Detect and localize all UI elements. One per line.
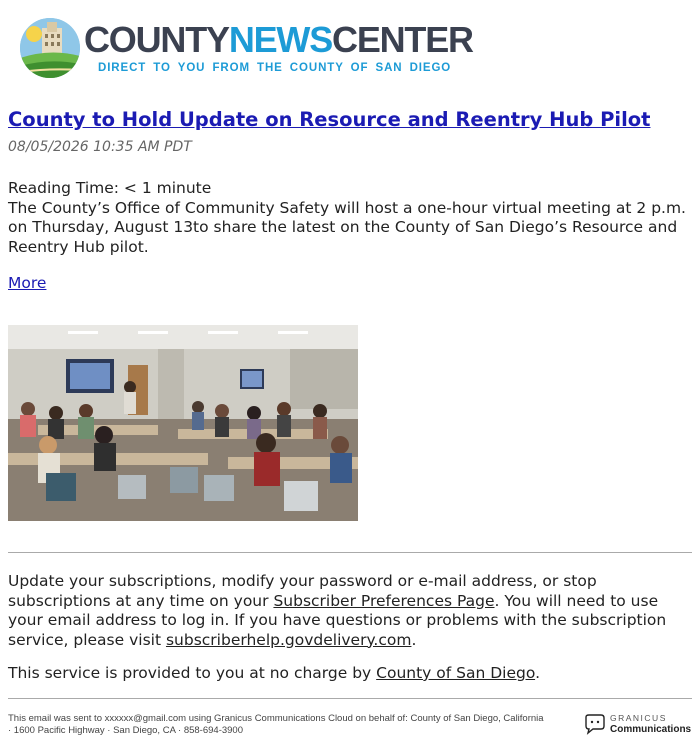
email-footer-address <box>8 713 578 737</box>
county-of-san-diego-link[interactable]: County of San Diego <box>376 664 536 682</box>
article-date: 08/05/2026 10:35 AM PDT <box>8 139 192 155</box>
chat-bubble-icon <box>583 714 607 736</box>
reading-time: Reading Time: < 1 minute <box>8 179 212 197</box>
address-line: · 1600 Pacific Highway · San Diego, CA · 858-694-3900 <box>8 725 243 736</box>
logo-wordmark: COUNTYNEWSCENTER <box>84 19 473 60</box>
service-text-2: . <box>535 664 541 682</box>
logo-tagline: DIRECT TO YOU FROM THE COUNTY OF SAN DIEGO <box>98 62 452 74</box>
subscriber-help-link[interactable]: subscriberhelp.govdelivery.com <box>165 630 412 649</box>
subscription-info <box>8 572 692 650</box>
divider-top <box>8 552 692 553</box>
granicus-wordmark: GRANICUS <box>610 713 667 723</box>
county-news-center-logo[interactable] <box>20 18 473 82</box>
more-link[interactable]: More <box>8 274 47 292</box>
granicus-logo[interactable] <box>583 713 693 737</box>
subscriber-preferences-link[interactable]: Subscriber Preferences Page <box>273 591 495 610</box>
service-text-1: This service is provided to you at no charge by <box>8 664 377 682</box>
communications-wordmark: Communications <box>610 724 692 735</box>
divider-bottom <box>8 698 692 699</box>
subscription-text-2: . You will need to use your email address to log in. If you have questions or problems with the subscription service, please visit <box>8 591 667 649</box>
article-body <box>8 179 688 257</box>
article-summary: The County’s Office of Community Safety will host a one-hour virtual meeting at 2 p.m. on Thursday, August 13to share the latest on the County of San Diego’s Resource and Reentry Hub pilot. <box>8 198 686 256</box>
subscription-text-1: Update your subscriptions, modify your password or e-mail address, or stop subscriptions at any time on your <box>8 572 597 610</box>
service-provider-info <box>8 664 692 684</box>
article-photo[interactable] <box>8 325 358 521</box>
article-title-link[interactable]: County to Hold Update on Resource and Reentry Hub Pilot <box>8 108 651 131</box>
subscription-text-3: . <box>411 630 417 649</box>
sent-to-line: This email was sent to xxxxxx@gmail.com using Granicus Communications Cloud on behalf of: County of San Diego, California <box>8 713 544 724</box>
county-building-icon <box>20 18 80 78</box>
